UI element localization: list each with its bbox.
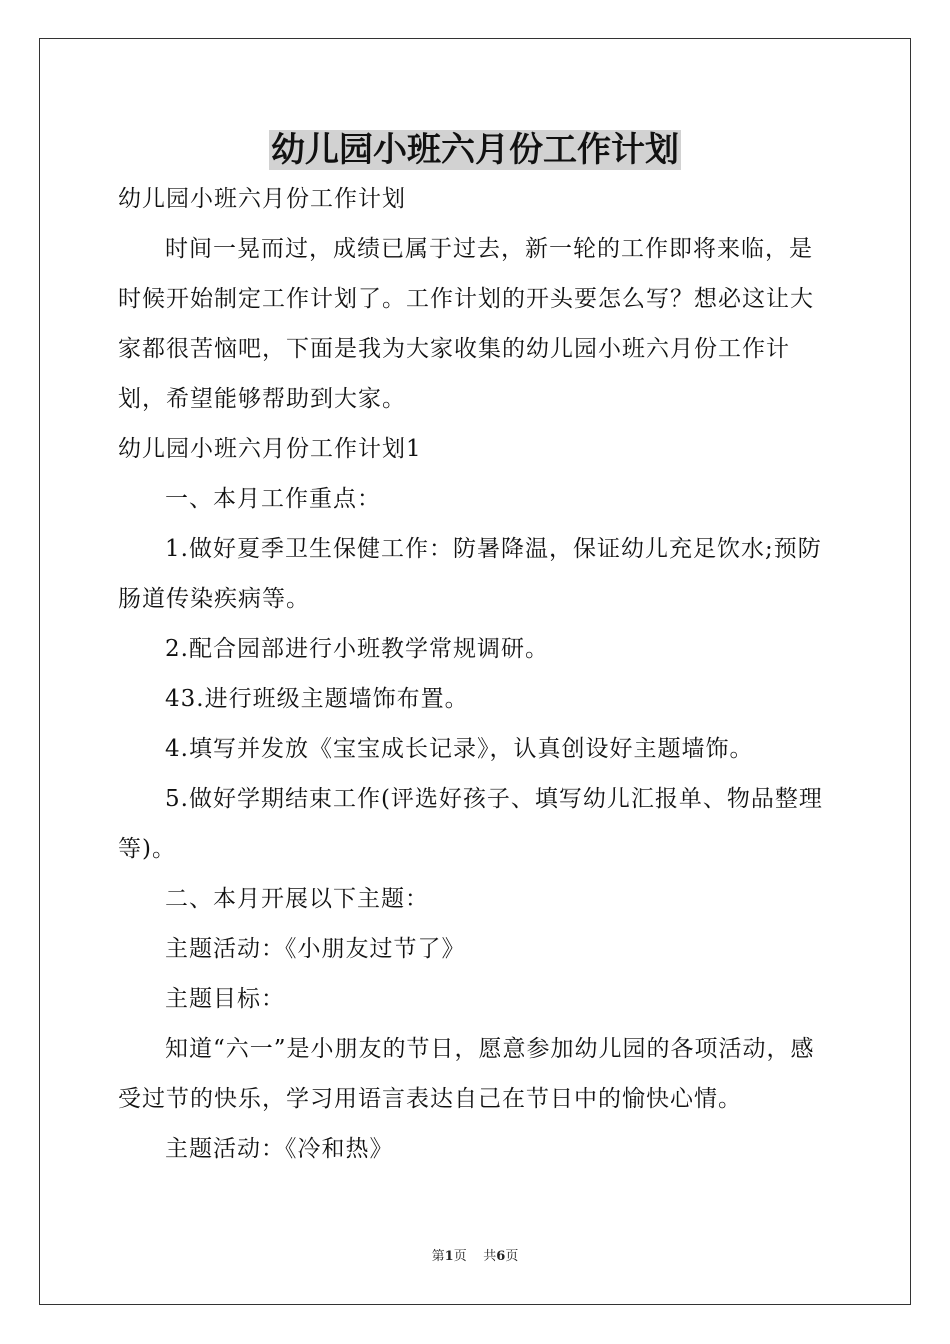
paragraph: 主题目标： (165, 986, 285, 1012)
paragraph: 主题活动：《小朋友过节了》 (165, 936, 466, 962)
footer-total-pages: 6 (496, 1249, 506, 1264)
paragraph: 4.填写并发放《宝宝成长记录》，认真创设好主题墙饰。 (165, 736, 754, 762)
paragraph: 43.进行班级主题墙饰布置。 (165, 686, 469, 712)
footer-page-number: 1 (444, 1249, 454, 1264)
paragraph: 一、本月工作重点： (165, 486, 381, 512)
paragraph: 1.做好夏季卫生保健工作：防暑降温，保证幼儿充足饮水;预防肠道传染疾病等。 (118, 536, 822, 612)
paragraph: 5.做好学期结束工作(评选好孩子、填写幼儿汇报单、物品整理等)。 (118, 786, 823, 862)
document-title (0, 128, 950, 172)
paragraph: 幼儿园小班六月份工作计划 (118, 186, 406, 212)
paragraph: 主题活动：《冷和热》 (165, 1136, 394, 1162)
document-body (118, 174, 834, 1174)
footer-prefix: 第 (431, 1249, 445, 1264)
paragraph: 时间一晃而过，成绩已属于过去，新一轮的工作即将来临，是时候开始制定工作计划了。工作计划的开头要怎么写？想必这让大家都很苦恼吧，下面是我为大家收集的幼儿园小班六月份工作计划，希望能够帮助到大家。 (118, 236, 814, 412)
footer-page-suffix: 页 (453, 1249, 467, 1264)
page-footer (0, 1248, 950, 1266)
footer-total-suffix: 页 (505, 1249, 519, 1264)
paragraph: 知道“六一”是小朋友的节日，愿意参加幼儿园的各项活动，感受过节的快乐，学习用语言表达自己在节日中的愉快心情。 (118, 1036, 815, 1112)
footer-total-prefix: 共 (483, 1249, 497, 1264)
paragraph: 二、本月开展以下主题： (165, 886, 429, 912)
paragraph: 2.配合园部进行小班教学常规调研。 (165, 636, 549, 662)
section-heading: 幼儿园小班六月份工作计划1 (118, 436, 422, 462)
document-title-text: 幼儿园小班六月份工作计划 (271, 130, 679, 170)
